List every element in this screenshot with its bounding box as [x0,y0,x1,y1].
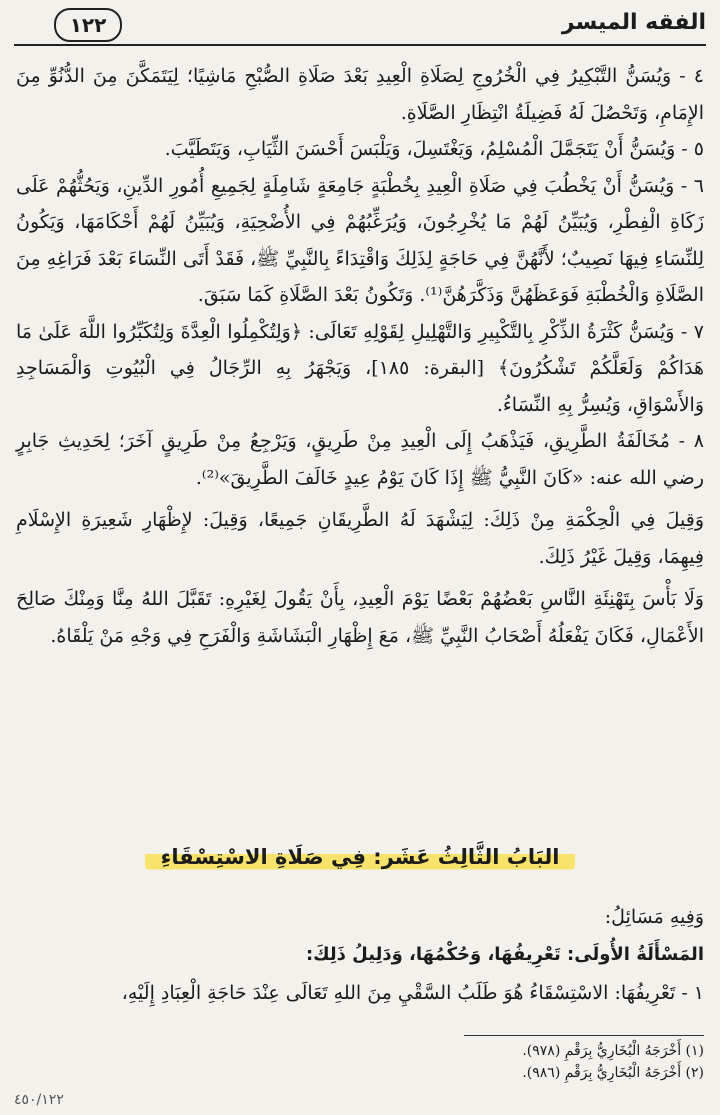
paragraph-item-6: ٦ - وَيُسَنُّ أَنْ يَخْطُبَ فِي صَلَاةِ الْعِيدِ بِخُطْبَةٍ جَامِعَةٍ شَامِلَةٍ لِجَمِيعِ أُمُورِ الدِّينِ، وَيَحُثُّهُمْ عَلَى زَكَاةِ الْفِطْرِ، وَيُبَيِّنُ لَهُمْ مَا يُخْرِجُونَ، وَيُرَغِّبُهُمْ فِي الأُضْحِيَةِ، وَيُبَيِّنُ لَهُمْ أَحْكَامَهَا، وَيَكُونُ لِلنِّسَاءِ فِيهَا نَصِيبٌ؛ لأَنَّهُنَّ فِي حَاجَةٍ لِذَلِكَ وَاقْتِدَاءً بِالنَّبِيِّ ﷺ، فَقَدْ أَتَى النِّسَاءَ بَعْدَ فَرَاغِهِ مِنَ الصَّلَاةِ وَالْخُطْبَةِ فَوَعَظَهُنَّ وَذَكَّرَهُنَّ⁽¹⁾. وَتَكُونُ بَعْدَ الصَّلَاةِ كَمَا سَبَقَ. [16,174,704,306]
page-header [14,10,706,46]
issue-heading: المَسْأَلَةُ الأُولَى: تَعْرِيفُهَا، وَحُكْمُهَا، وَدَلِيلُ ذَلِكَ: [305,944,704,965]
chapter-body [16,898,704,1012]
paragraph-item-7: ٧ - وَيُسَنُّ كَثْرَةُ الذِّكْرِ بِالتَّكْبِيرِ وَالتَّهْلِيلِ لِقَوْلِهِ تَعَالَى: ﴿وَلِتُكْمِلُوا الْعِدَّةَ وَلِتُكَبِّرُوا اللَّهَ عَلَىٰ مَا هَدَاكُمْ وَلَعَلَّكُمْ تَشْكُرُونَ﴾ [البقرة: ١٨٥]، وَيَجْهَرُ بِهِ الرِّجَالُ فِي الْبُيُوتِ وَالْمَسَاجِدِ وَالأَسْوَاقِ، وَيُسِرُّ بِهِ النِّسَاءُ. [16,320,704,416]
page-number-badge: ١٢٢ [54,8,122,42]
footnotes [16,1040,704,1084]
paragraph-item-4: ٤ - وَيُسَنُّ التَّبْكِيرُ فِي الْخُرُوجِ لِصَلَاةِ الْعِيدِ بَعْدَ صَلَاةِ الصُّبْحِ مَاشِيًا؛ لِيَتَمَكَّنَ مِنَ الدُّنُوِّ مِنَ الإِمَامِ، وَتَحْصُلَ لَهُ فَضِيلَةُ انْتِظَارِ الصَّلَاةِ. [16,65,704,124]
chapter-title-highlighted: البَابُ الثَّالِثُ عَشَر: فِي صَلَاةِ الاسْتِسْقَاءِ [145,843,576,871]
paragraph-wisdom: وَقِيلَ فِي الْحِكْمَةِ مِنْ ذَلِكَ: لِيَشْهَدَ لَهُ الطَّرِيقَانِ جَمِيعًا، وَقِيلَ: لإِظْهَارِ شَعِيرَةِ الإِسْلَامِ فِيهِمَا، وَقِيلَ غَيْرُ ذَلِكَ. [16,509,704,568]
footnote-divider [464,1035,704,1036]
footnote-item: (٢) أَخْرَجَهُ الْبُخَارِيُّ بِرَقْمِ (٩٨٦). [522,1065,704,1081]
book-title: الفقه الميسر [561,10,706,35]
paragraph-item-8: ٨ - مُخَالَفَةُ الطَّرِيقِ، فَيَذْهَبُ إِلَى الْعِيدِ مِنْ طَرِيقٍ، وَيَرْجِعُ مِنْ طَرِيقٍ آخَرَ؛ لِحَدِيثِ جَابِرٍ رضي الله عنه: «كَانَ النَّبِيُّ ﷺ إِذَا كَانَ يَوْمُ عِيدٍ خَالَفَ الطَّرِيقَ»⁽²⁾. [16,430,704,489]
definition-line: ١ - تَعْرِيفُهَا: الاسْتِسْقَاءُ هُوَ طَلَبُ السَّقْيِ مِنَ اللهِ تَعَالَى عِنْدَ حَاجَةِ الْعِبَادِ إِلَيْهِ، [121,982,704,1004]
footnote-item: (١) أَخْرَجَهُ الْبُخَارِيُّ بِرَقْمِ (٩٧٨). [522,1043,704,1059]
paragraph-congratulation: وَلَا بَأْسَ بِتَهْنِئَةِ النَّاسِ بَعْضُهُمْ بَعْضًا يَوْمَ الْعِيدِ، بِأَنْ يَقُولَ لِغَيْرِهِ: تَقَبَّلَ اللهُ مِنَّا وَمِنْكَ صَالِحَ الأَعْمَالِ، فَكَانَ يَفْعَلُهُ أَصْحَابُ النَّبِيِّ ﷺ، مَعَ إِظْهَارِ الْبَشَاشَةِ وَالْفَرَحِ فِي وَجْهِ مَنْ يَلْقَاهُ. [16,588,704,647]
page-reference: ٤٥٠/١٢٢ [14,1092,64,1108]
chapter-heading-container [0,843,720,883]
paragraph-item-5: ٥ - وَيُسَنُّ أَنْ يَتَجَمَّلَ الْمُسْلِمُ، وَيَغْتَسِلَ، وَيَلْبَسَ أَحْسَنَ الثِّيَابِ، وَيَتَطَيَّبَ. [164,138,704,160]
chapter-intro: وَفِيهِ مَسَائِلُ: [604,906,704,928]
main-text [16,58,704,654]
